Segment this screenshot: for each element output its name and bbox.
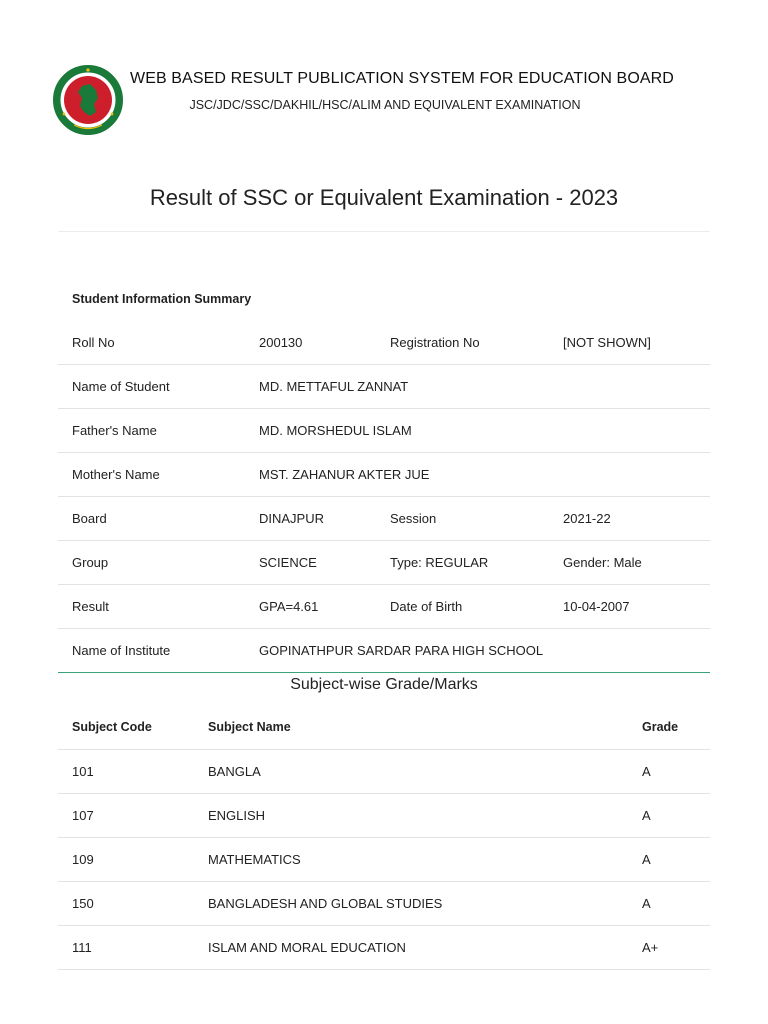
subject-code: 150	[72, 896, 94, 911]
subject-grade: A	[642, 764, 651, 779]
page-header	[0, 0, 768, 140]
table-row	[58, 881, 710, 925]
institute-label: Name of Institute	[72, 643, 171, 658]
info-row-mother	[58, 452, 710, 496]
info-row-father	[58, 408, 710, 452]
roll-label: Roll No	[72, 335, 115, 350]
subject-grade: A	[642, 808, 651, 823]
column-header-grade: Grade	[642, 720, 679, 734]
info-row-name	[58, 364, 710, 408]
session-label: Session	[390, 511, 437, 526]
gender-text: Gender: Male	[563, 555, 642, 570]
title-divider	[58, 231, 710, 232]
board-value: DINAJPUR	[259, 511, 325, 526]
info-row-board	[58, 496, 710, 540]
session-value: 2021-22	[563, 511, 611, 526]
registration-label: Registration No	[390, 335, 480, 350]
table-row	[58, 749, 710, 793]
subject-name: BANGLA	[208, 764, 261, 779]
info-table-bottom-rule	[58, 672, 710, 673]
system-title: WEB BASED RESULT PUBLICATION SYSTEM FOR EDUCATION BOARD	[130, 70, 674, 87]
group-label: Group	[72, 555, 109, 570]
father-value: MD. MORSHEDUL ISLAM	[259, 423, 412, 438]
result-label: Result	[72, 599, 109, 614]
table-row	[58, 837, 710, 881]
subject-code: 107	[72, 808, 94, 823]
subject-grade: A	[642, 896, 651, 911]
subject-grades-title: Subject-wise Grade/Marks	[290, 676, 478, 693]
subject-code: 111	[72, 940, 92, 955]
group-value: SCIENCE	[259, 555, 317, 570]
subject-name: BANGLADESH AND GLOBAL STUDIES	[208, 896, 443, 911]
subject-code: 101	[72, 764, 94, 779]
institute-value: GOPINATHPUR SARDAR PARA HIGH SCHOOL	[259, 643, 544, 658]
result-value: GPA=4.61	[259, 599, 319, 614]
system-subtitle: JSC/JDC/SSC/DAKHIL/HSC/ALIM AND EQUIVALENT EXAMINATION	[189, 98, 581, 112]
government-seal-icon	[52, 64, 124, 136]
father-label: Father's Name	[72, 423, 157, 438]
subject-code: 109	[72, 852, 94, 867]
roll-value: 200130	[259, 335, 303, 350]
board-label: Board	[72, 511, 107, 526]
page-title: Result of SSC or Equivalent Examination - 2023	[149, 185, 619, 210]
subject-table-header	[58, 705, 710, 749]
subject-grade: A+	[642, 940, 659, 955]
subject-name: ENGLISH	[208, 808, 266, 823]
table-row	[58, 925, 710, 969]
column-header-subject-code: Subject Code	[72, 720, 152, 734]
column-header-subject-name: Subject Name	[208, 720, 291, 734]
table-row	[58, 793, 710, 837]
name-label: Name of Student	[72, 379, 170, 394]
student-info-table	[58, 277, 710, 673]
subject-name: MATHEMATICS	[208, 852, 301, 867]
mother-value: MST. ZAHANUR AKTER JUE	[259, 467, 430, 482]
mother-label: Mother's Name	[72, 467, 160, 482]
info-row-roll	[58, 321, 710, 364]
info-row-institute	[58, 628, 710, 672]
type-text: Type: REGULAR	[390, 555, 489, 570]
info-row-group	[58, 540, 710, 584]
dob-value: 10-04-2007	[563, 599, 630, 614]
registration-value: [NOT SHOWN]	[563, 335, 651, 350]
name-value: MD. METTAFUL ZANNAT	[259, 379, 409, 394]
subject-grades-table	[58, 705, 710, 970]
info-row-result	[58, 584, 710, 628]
subject-grade: A	[642, 852, 651, 867]
dob-label: Date of Birth	[390, 599, 463, 614]
subject-name: ISLAM AND MORAL EDUCATION	[208, 940, 406, 955]
student-info-heading: Student Information Summary	[72, 292, 252, 306]
